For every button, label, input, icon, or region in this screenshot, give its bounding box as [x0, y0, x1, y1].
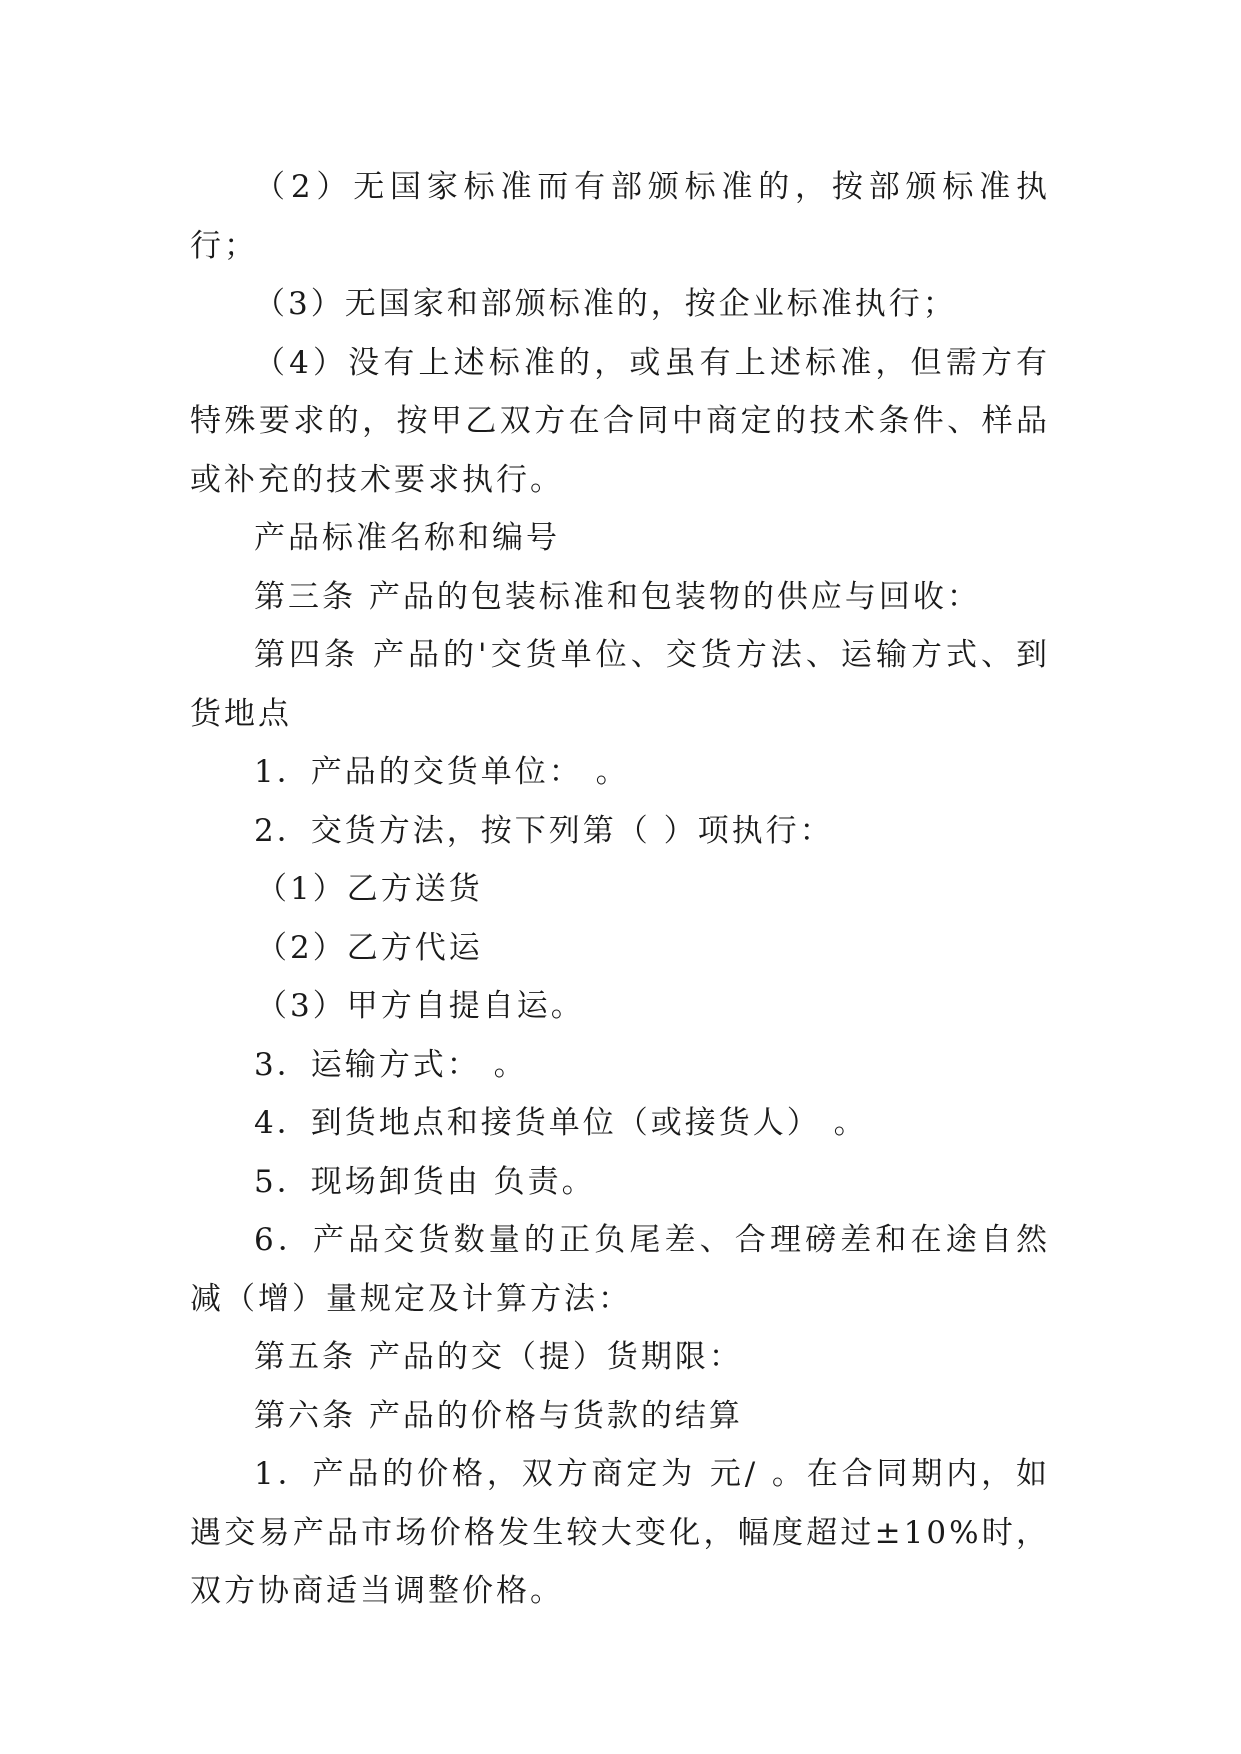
delivery-option-1: （1）乙方送货: [256, 871, 483, 907]
article-4-item-6: 6．产品交货数量的正负尾差、合理磅差和在途自然减（增）量规定及计算方法：: [190, 1222, 1050, 1317]
article-4-item-1: 1．产品的交货单位： 。: [254, 754, 630, 790]
delivery-option-2: （2）乙方代运: [256, 929, 483, 966]
article-4-item-2: 2．交货方法，按下列第（ ）项执行：: [254, 812, 834, 849]
clause-2-3: （3）无国家和部颁标准的，按企业标准执行；: [254, 286, 957, 322]
article-5: 第五条 产品的交（提）货期限：: [254, 1339, 743, 1375]
article-4: 第四条 产品的'交货单位、交货方法、运输方式、到货地点: [190, 637, 1050, 732]
article-4-item-3: 3．运输方式： 。: [254, 1046, 528, 1083]
article-6: 第六条 产品的价格与货款的结算: [254, 1397, 743, 1434]
article-3: 第三条 产品的包装标准和包装物的供应与回收：: [254, 578, 981, 615]
clause-2-2: （2）无国家标准而有部颁标准的，按部颁标准执行；: [190, 169, 1050, 264]
delivery-option-3: （3）甲方自提自运。: [256, 988, 585, 1024]
document-body: [190, 158, 1050, 1621]
product-standard-name: 产品标准名称和编号: [254, 520, 560, 556]
article-4-item-5: 5．现场卸货由 负责。: [254, 1163, 596, 1200]
article-6-item-1: 1．产品的价格，双方商定为 元/ 。在合同期内，如遇交易产品市场价格发生较大变化，幅度超过±10%时，双方协商适当调整价格。: [190, 1456, 1050, 1609]
article-4-item-4: 4．到货地点和接货单位（或接货人） 。: [254, 1105, 868, 1141]
clause-2-4: （4）没有上述标准的，或虽有上述标准，但需方有特殊要求的，按甲乙双方在合同中商定的技术条件、样品或补充的技术要求执行。: [190, 344, 1050, 498]
